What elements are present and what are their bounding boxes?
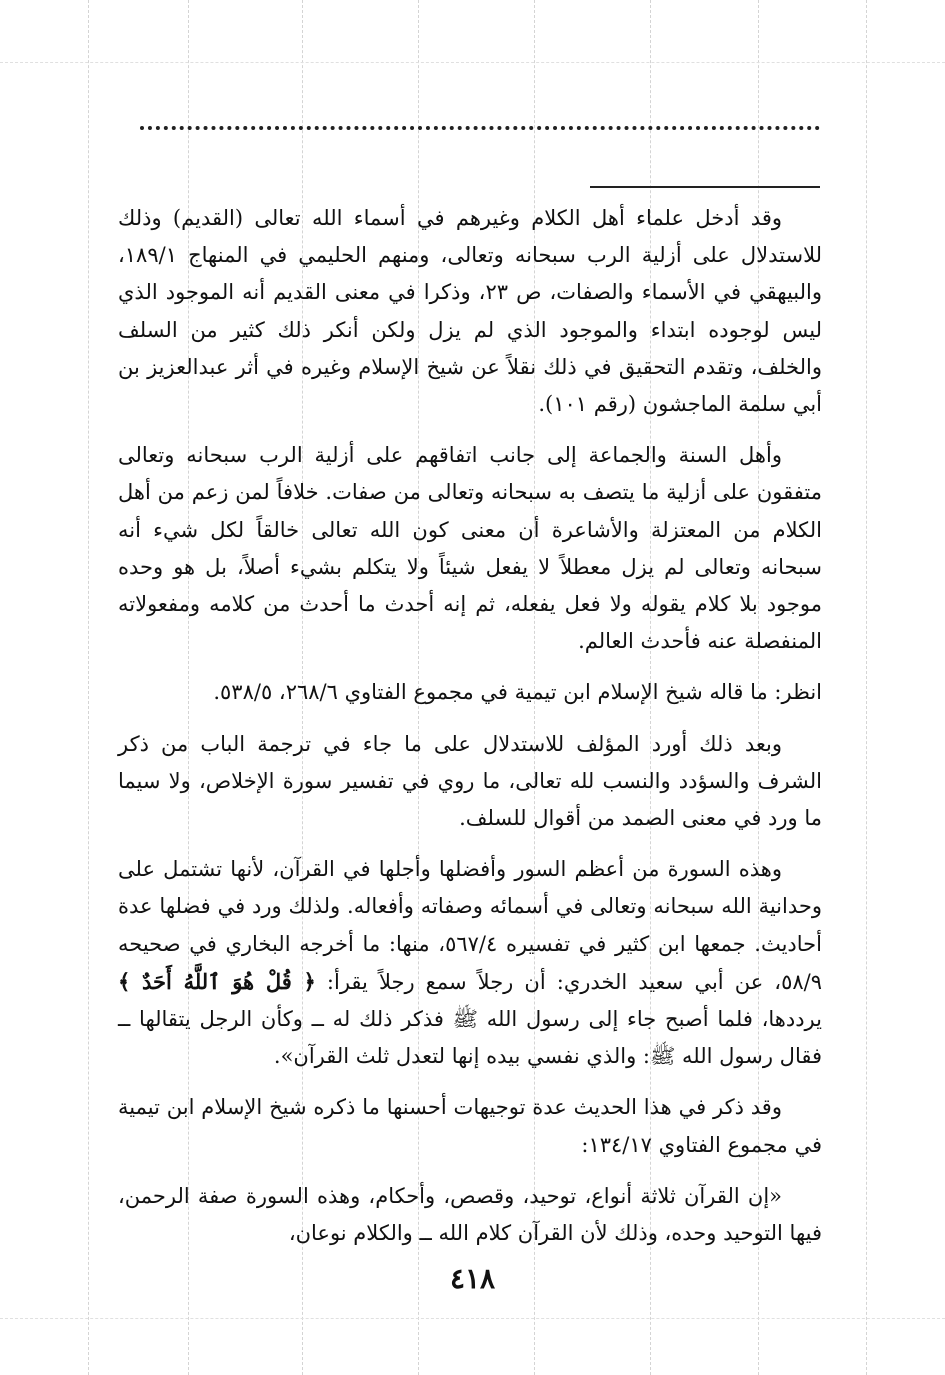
scan-guide-line [0,1318,945,1319]
scan-guide-line [88,0,89,1375]
paragraph-2: وأهل السنة والجماعة إلى جانب اتفاقهم على أزلية الرب سبحانه وتعالى متفقون على أزلية ما يتصف به سبحانه وتعالى من صفات. خلافاً لمن زعم من أهل الكلام من المعتزلة والأشاعرة أن معنى كون الله تعالى خالقاً لكل شيء أنه سبحانه وتعالى لم يزل معطلاً لا يفعل شيئاً ولا يتكلم بشيء أصلاً، بل هو وحده موجود بلا كلام يقوله ولا فعل يفعله، ثم إنه أحدث ما أحدث من كلامه ومفعولاته المنفصلة عنه فأحدث العالم. [118,443,822,654]
paragraph-1: وقد أدخل علماء أهل الكلام وغيرهم في أسماء الله تعالى (القديم) وذلك للاستدلال على أزلية الرب سبحانه وتعالى، ومنهم الحليمي في المنهاج ١٨٩/١، والبيهقي في الأسماء والصفات، ص ٢٣، وذكرا في معنى القديم أنه الموجود الذي ليس لوجوده ابتداء والموجود الذي لم يزل ولكن أنكر ذلك كثير من السلف والخلف، وتقدم التحقيق في ذلك نقلاً عن شيخ الإسلام وغيره في أثر عبدالعزيز بن أبي سلمة الماجشون (رقم ١٠١). [118,206,822,417]
paragraph-4 [118,851,822,1075]
paragraph-4-start: وهذه السورة من أعظم السور وأفضلها وأجلها في القرآن، لأنها تشتمل على وحدانية الله سبحانه وتعالى في أسمائه وصفاته وأفعاله. ولذلك ورد في فضلها عدة أحاديث. جمعها ابن كثير في تفسيره ٥٦٧/٤، منها: ما أخرجه البخاري في صحيحه ٥٨/٩، عن أبي سعيد الخدري: أن رجلاً سمع رجلاً يقرأ: [118,857,823,994]
paragraph-3: وبعد ذلك أورد المؤلف للاستدلال على ما جاء في ترجمة الباب من ذكر الشرف والسؤدد والنسب لله تعالى، ما روي في تفسير سورة الإخلاص، ولا سيما ما ورد في معنى الصمد من أقوال للسلف. [118,731,822,831]
scan-guide-line [0,62,945,63]
main-text [118,200,822,1252]
paragraph-4-end: يرددها، فلما أصبح جاء إلى رسول الله ﷺ فذكر ذلك له ــ وكأن الرجل يتقالها ــ فقال رسول الله ﷺ: والذي نفسي بيده إنها لتعدل ثلث القرآن». [118,1007,822,1069]
paragraph-5: وقد ذكر في هذا الحديث عدة توجيهات أحسنها ما ذكره شيخ الإسلام ابن تيمية في مجموع الفتاوي ١٣٤/١٧: [118,1095,822,1157]
scan-guide-line [866,0,867,1375]
page-number: ٤١٨ [449,1262,496,1295]
quotation: «إن القرآن ثلاثة أنواع، توحيد، وقصص، وأحكام، وهذه السورة صفة الرحمن، فيها التوحيد وحده، وذلك لأن القرآن كلام الله ــ والكلام نوعان، [118,1183,822,1246]
quran-verse: ﴿ قُلْ هُوَ ٱللَّهُ أَحَدٌ ﴾ [118,968,316,994]
dotted-separator [140,126,820,130]
footnote-rule [590,186,820,188]
reference-note: انظر: ما قاله شيخ الإسلام ابن تيمية في مجموع الفتاوي ٢٦٨/٦، ٥٣٨/٥. [213,680,822,705]
